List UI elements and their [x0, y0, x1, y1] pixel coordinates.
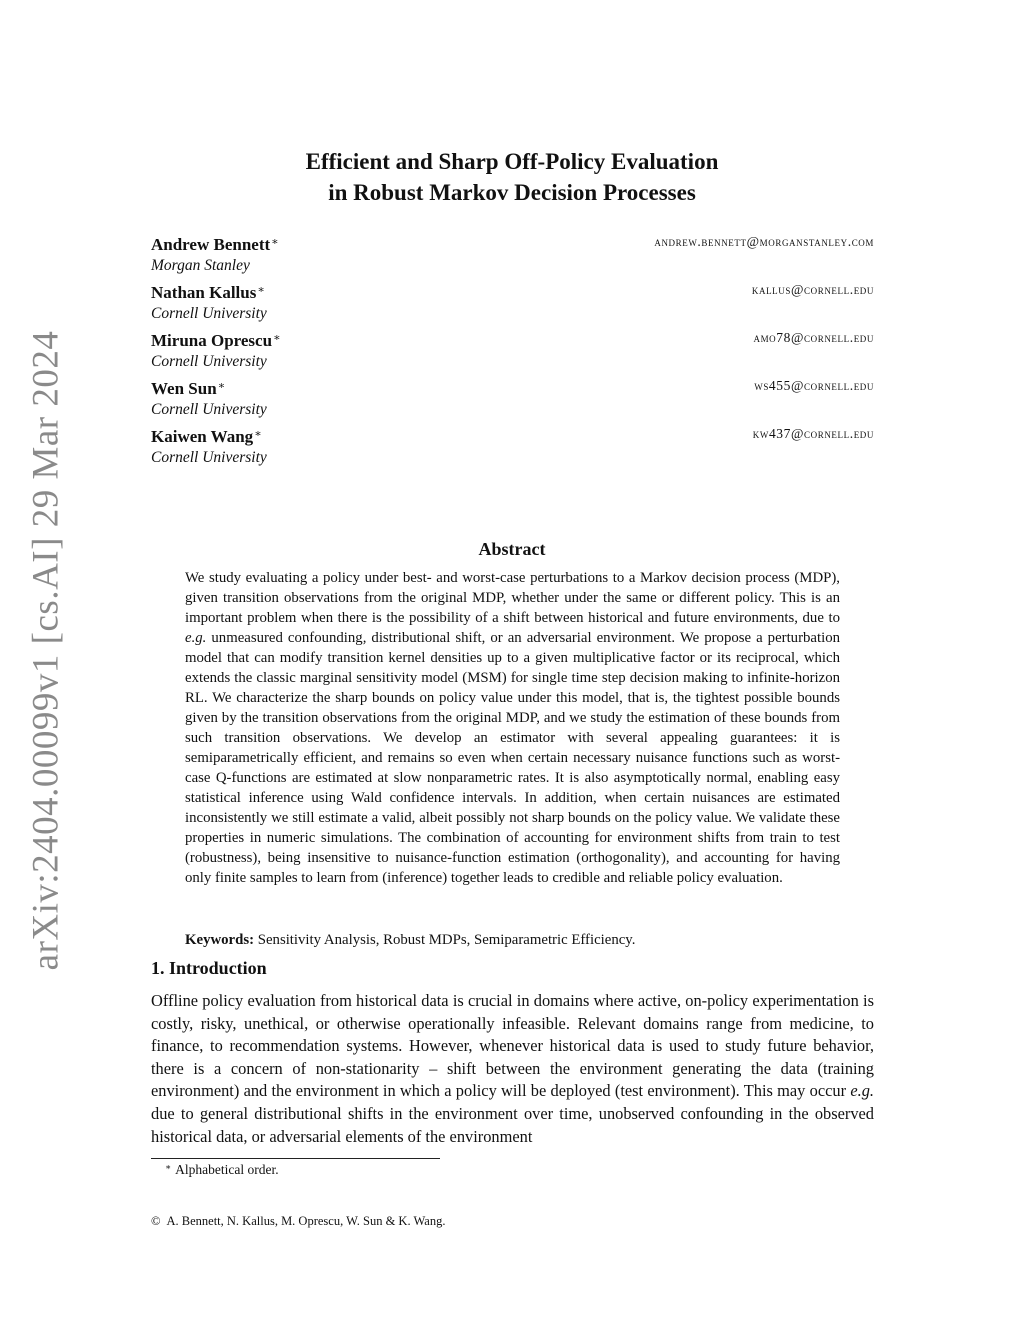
author-email[interactable]: andrew.bennett@morganstanley.com	[654, 234, 874, 249]
copyright-line: © A. Bennett, N. Kallus, M. Oprescu, W. Sun & K. Wang.	[151, 1214, 446, 1228]
keywords-text: Sensitivity Analysis, Robust MDPs, Semiparametric Efficiency.	[254, 932, 636, 948]
author-affiliation: Cornell University	[151, 353, 267, 370]
footnote: ∗ Alphabetical order.	[165, 1162, 279, 1177]
arxiv-identifier	[22, 330, 70, 970]
author-block	[151, 376, 874, 424]
introduction-paragraph: Offline policy evaluation from historical data is crucial in domains where active, on-policy experimentation is costly, risky, unethical, or otherwise operationally infeasible. Relevant domains range from medicine, to finance, to recommendation systems. However, whenever historical data is used to study future behavior, there is a concern of non-stationarity – shift between the environment generating the data (training environment) and the environment in which a policy will be deployed (test environment). This may occur e.g. due to general distributional shifts in the environment over time, unobserved confounding in the observed historical data, or adversarial elements of the environment	[151, 991, 874, 1146]
author-email[interactable]: kallus@cornell.edu	[751, 282, 874, 297]
author-name: Kaiwen Wang∗	[151, 427, 262, 446]
arxiv-identifier-text: arXiv:2404.00099v1 [cs.AI] 29 Mar 2024	[25, 330, 67, 970]
author-list	[151, 232, 874, 472]
abstract-text: We study evaluating a policy under best- and worst-case perturbations to a Markov decision process (MDP), given transition observations from the original MDP, whether under the same or different policy. This is an important problem when there is the possibility of a shift between historical and future environments, due to e.g. unmeasured confounding, distributional shift, or an adversarial environment. We propose a perturbation model that can modify transition kernel densities up to a given multiplicative factor or its reciprocal, which extends the classic marginal sensitivity model (MSM) for single time step decision making to infinite-horizon RL. We characterize the sharp bounds on policy value under this model, that is, the tightest possible bounds given by the transition observations from the original MDP, and we study the estimation of these bounds from such transition observations. We develop an estimator with several appealing guarantees: it is semiparametrically efficient, and remains so even when certain necessary nuisance functions such as worst-case Q-functions are estimated at slow nonparametric rates. It is also asymptotically normal, enabling easy statistical inference using Wald confidence intervals. In addition, when certain nuisances are estimated inconsistently we still estimate a valid, albeit possibly not sharp bounds on the policy value. We validate these properties in numeric simulations. The combination of accounting for environment shifts from train to test (robustness), being insensitive to nuisance-function estimation (orthogonality), and accounting for having only finite samples to learn from (inference) together leads to credible and reliable policy evaluation.	[185, 570, 840, 886]
author-name: Andrew Bennett∗	[151, 235, 279, 254]
author-email[interactable]: amo78@cornell.edu	[753, 330, 874, 345]
title-line-1: Efficient and Sharp Off-Policy Evaluation	[305, 149, 719, 174]
author-name: Miruna Oprescu∗	[151, 331, 281, 350]
title-line-2: in Robust Markov Decision Processes	[328, 180, 696, 205]
author-affiliation: Morgan Stanley	[151, 257, 250, 274]
section-heading-introduction: 1. Introduction	[151, 958, 267, 978]
copyright-icon: ©	[151, 1214, 161, 1228]
abstract-heading: Abstract	[478, 539, 546, 559]
footnote-divider	[151, 1158, 440, 1159]
author-block	[151, 280, 874, 328]
author-affiliation: Cornell University	[151, 305, 267, 322]
author-email[interactable]: ws455@cornell.edu	[754, 378, 874, 393]
keywords	[185, 930, 840, 950]
keywords-label: Keywords:	[185, 932, 255, 948]
author-affiliation: Cornell University	[151, 401, 267, 418]
author-name: Wen Sun∗	[151, 379, 226, 398]
author-name: Nathan Kallus∗	[151, 283, 265, 302]
author-block	[151, 424, 874, 472]
paper-title	[150, 146, 874, 208]
author-email[interactable]: kw437@cornell.edu	[752, 426, 874, 441]
author-affiliation: Cornell University	[151, 449, 267, 466]
author-block	[151, 232, 874, 280]
author-block	[151, 328, 874, 376]
